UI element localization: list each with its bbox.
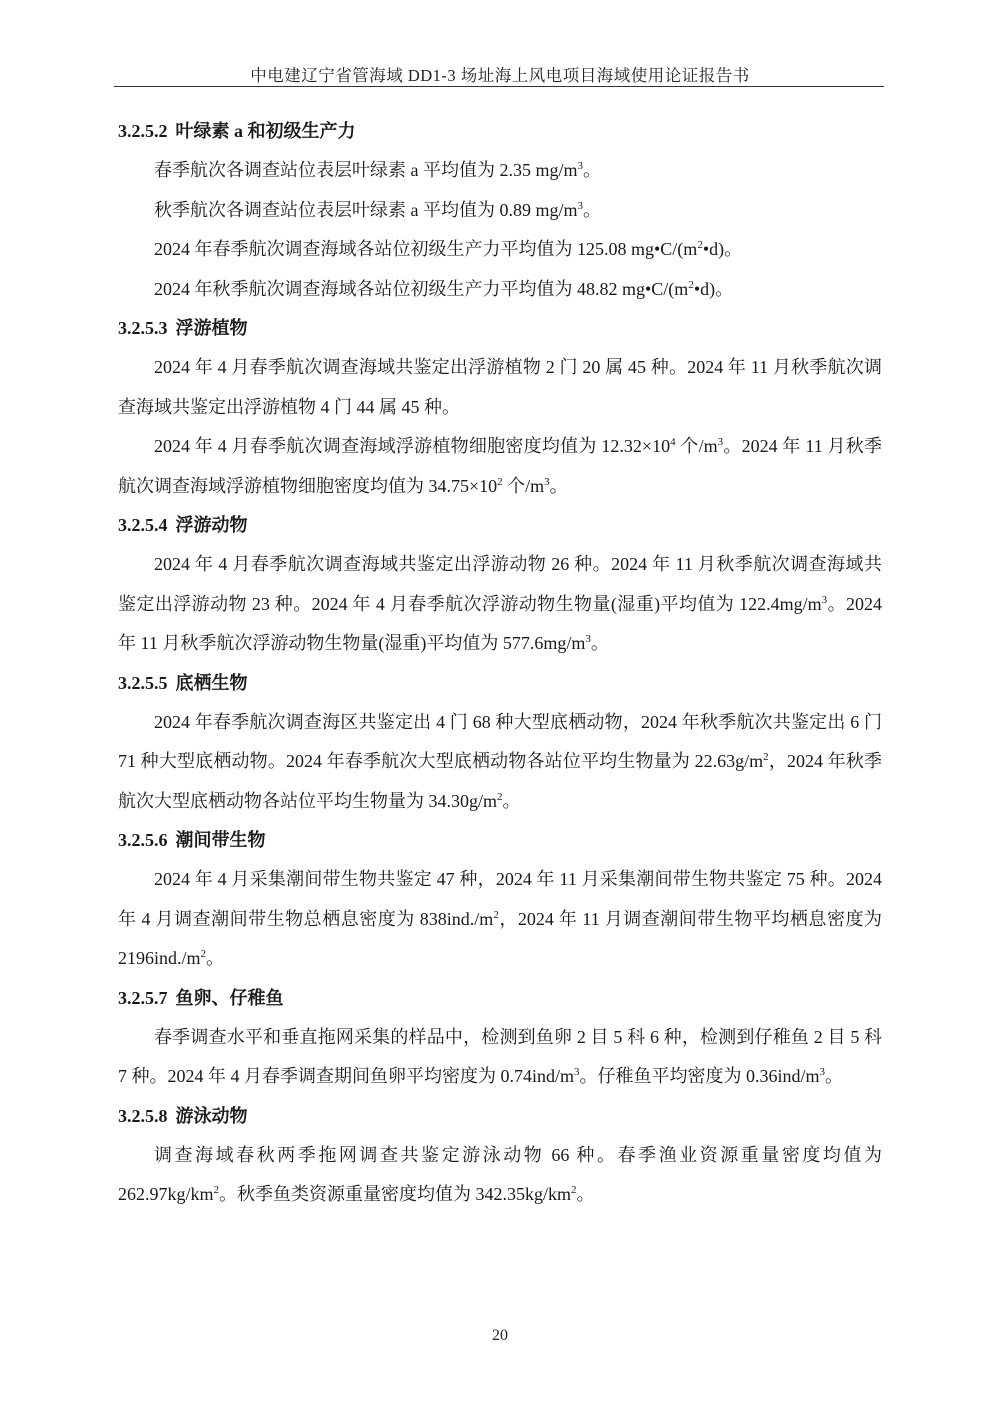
section-3-2-5-3 — [118, 309, 882, 506]
superscript-exponent: 3 — [574, 1066, 580, 1078]
body-paragraph — [118, 151, 882, 191]
superscript-exponent: 2 — [697, 239, 703, 251]
section-title: 鱼卵、仔稚鱼 — [175, 987, 284, 1008]
section-number: 3.2.5.2 — [118, 121, 168, 141]
section-number: 3.2.5.7 — [118, 987, 168, 1008]
section-3-2-5-8 — [118, 1097, 882, 1215]
section-heading — [118, 112, 882, 151]
text-run: 个/m — [502, 475, 545, 496]
section-3-2-5-4 — [118, 506, 882, 664]
section-heading — [118, 821, 882, 860]
text-run: 。 — [825, 1066, 844, 1086]
section-number: 3.2.5.3 — [118, 318, 168, 338]
body-paragraph — [118, 230, 882, 270]
section-title: 底栖生物 — [175, 672, 248, 693]
text-run: 2024 年 4 月春季航次调查海域浮游植物细胞密度均值为 12.32×10 — [154, 436, 671, 456]
document-body — [118, 112, 882, 1215]
body-paragraph — [118, 860, 882, 979]
text-run: 。 — [583, 160, 601, 180]
text-run: ，2024 年秋季航次大型底栖动物各站位平均生物量为 34.30g/m — [118, 751, 883, 811]
section-title: 游泳动物 — [175, 1105, 248, 1126]
section-3-2-5-2 — [118, 112, 882, 309]
text-run: 。 — [549, 475, 568, 496]
body-paragraph — [118, 703, 882, 822]
section-heading — [118, 664, 882, 703]
section-title: 叶绿素 a 和初级生产力 — [175, 121, 356, 141]
superscript-exponent: 2 — [493, 908, 499, 921]
section-number: 3.2.5.6 — [118, 830, 168, 850]
text-run: 2024 年春季航次调查海域各站位初级生产力平均值为 125.08 mg•C/(m — [154, 239, 698, 259]
header-divider — [114, 86, 884, 87]
running-header-title: 中电建辽宁省管海域 DD1-3 场址海上风电项目海域使用论证报告书 — [250, 66, 750, 85]
text-run: 。 — [576, 1184, 595, 1204]
text-run: 2024 年春季航次调查海区共鉴定出 4 门 68 种大型底栖动物，2024 年秋季航次共鉴定出 6 门 71 种大型底栖动物。2024 年春季航次大型底栖动物各站位平均生物量为 22.63g/m — [118, 711, 882, 771]
superscript-exponent: 2 — [200, 948, 207, 960]
superscript-exponent: 3 — [577, 199, 583, 212]
section-heading — [118, 506, 882, 545]
text-run: 2024 年秋季航次调查海域各站位初级生产力平均值为 48.82 mg•C/(m — [154, 278, 689, 299]
superscript-exponent: 3 — [717, 436, 724, 448]
section-number: 3.2.5.5 — [118, 672, 168, 693]
text-run: 2024 年 4 月春季航次调查海域共鉴定出浮游动物 26 种。2024 年 11 月秋季航次调查海域共鉴定出浮游动物 23 种。2024 年 4 月春季航次浮游动物生物量(湿重)平均值为 122.4mg/m — [118, 554, 882, 614]
text-run: 2024 年 4 月采集潮间带生物共鉴定 47 种，2024 年 11 月采集潮间带生物共鉴定 75 种。2024 年 4 月调查潮间带生物总栖息密度为 838ind./m — [118, 869, 882, 929]
superscript-exponent: 3 — [585, 633, 591, 645]
superscript-exponent: 3 — [577, 160, 583, 172]
section-number: 3.2.5.4 — [118, 515, 168, 535]
superscript-exponent: 2 — [497, 475, 503, 488]
text-run: 春季调查水平和垂直拖网采集的样品中，检测到鱼卵 2 目 5 科 6 种，检测到仔稚鱼 2 目 5 科 7 种。2024 年 4 月春季调查期间鱼卵平均密度为 0.74ind/m — [118, 1026, 882, 1086]
text-run: 调查海域春秋两季拖网调查共鉴定游泳动物 66 种。春季渔业资源重量密度均值为 262.97kg/km — [118, 1144, 882, 1204]
superscript-exponent: 2 — [571, 1184, 577, 1196]
section-heading — [118, 979, 882, 1018]
section-title: 浮游动物 — [175, 515, 248, 535]
text-run: ，2024 年 11 月调查潮间带生物平均栖息密度为 2196ind./m — [118, 908, 882, 968]
section-number: 3.2.5.8 — [118, 1105, 168, 1126]
superscript-exponent: 4 — [670, 436, 676, 448]
text-run: 2024 年 4 月春季航次调查海域共鉴定出浮游植物 2 门 20 属 45 种。2024 年 11 月秋季航次调查海域共鉴定出浮游植物 4 门 44 属 45 种。 — [118, 357, 882, 417]
text-run: 。 — [590, 633, 609, 653]
body-paragraph — [118, 1018, 882, 1097]
superscript-exponent: 3 — [819, 1066, 826, 1078]
text-run: 秋季航次各调查站位表层叶绿素 a 平均值为 0.89 mg/m — [154, 199, 578, 220]
body-paragraph — [118, 545, 882, 664]
text-run: 个/m — [675, 436, 718, 456]
body-paragraph — [118, 270, 882, 310]
section-3-2-5-6 — [118, 821, 882, 979]
text-run: 。2024 年 11 月秋季航次浮游动物生物量(湿重)平均值为 577.6mg/m — [118, 593, 882, 653]
section-3-2-5-7 — [118, 979, 882, 1097]
text-run: 春季航次各调查站位表层叶绿素 a 平均值为 2.35 mg/m — [154, 160, 578, 180]
text-run: 。仔稚鱼平均密度为 0.36ind/m — [579, 1066, 820, 1086]
section-title: 潮间带生物 — [175, 830, 266, 850]
superscript-exponent: 2 — [213, 1184, 220, 1196]
section-3-2-5-5 — [118, 664, 882, 822]
section-heading — [118, 1097, 882, 1136]
text-run: 。 — [206, 948, 225, 968]
body-paragraph — [118, 1136, 882, 1215]
text-run: 。秋季鱼类资源重量密度均值为 342.35kg/km — [219, 1184, 572, 1204]
body-paragraph — [118, 191, 882, 231]
text-run: 。 — [502, 790, 521, 811]
superscript-exponent: 3 — [544, 475, 550, 488]
text-run: 。2024 年 11 月秋季航次调查海域浮游植物细胞密度均值为 34.75×10 — [118, 436, 882, 496]
superscript-exponent: 2 — [688, 278, 694, 291]
section-title: 浮游植物 — [175, 318, 248, 338]
text-run: •d)。 — [702, 239, 743, 259]
superscript-exponent: 2 — [763, 751, 769, 763]
page-number: 20 — [492, 1327, 508, 1344]
body-paragraph — [118, 427, 882, 506]
superscript-exponent: 2 — [497, 790, 503, 803]
body-paragraph — [118, 348, 882, 427]
text-run: •d)。 — [693, 278, 734, 299]
section-heading — [118, 309, 882, 348]
superscript-exponent: 3 — [821, 593, 828, 606]
text-run: 。 — [583, 199, 601, 220]
